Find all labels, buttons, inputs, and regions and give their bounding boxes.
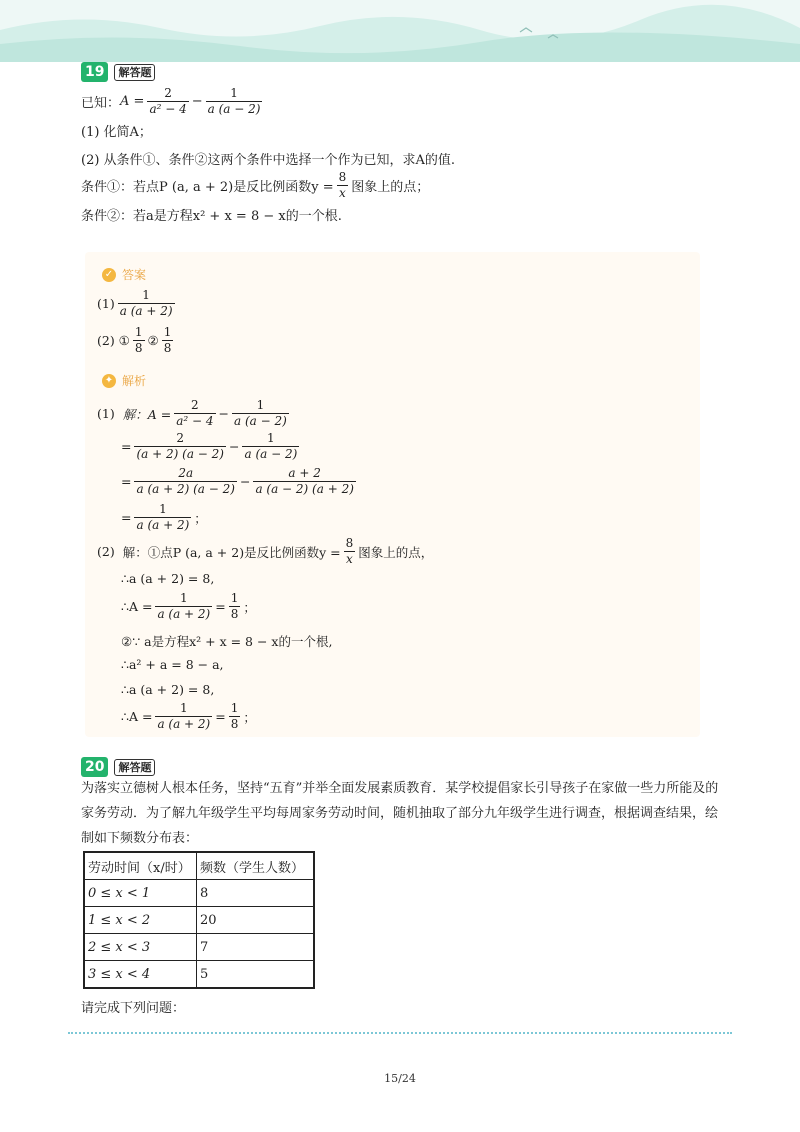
table-header-cell: 频数（学生人数） [197,852,315,880]
fraction: $\frac{1}{a (a - 2)}$ [207,86,261,116]
table-cell: 8 [197,880,315,907]
table-row [84,880,314,907]
q19-given: 已知： A = $\frac{2}{\text{a² − 4}}$ − $\frac{1}{a (a - 2)}$ [81,86,261,116]
table-cell: 0 ≤ x < 1 [84,880,197,907]
page-number: 15/24 [384,1072,416,1085]
header-banner [0,0,800,62]
q20-prompt: 请完成下列问题： [81,1001,186,1016]
analysis-2-line5: ∴a² + a = 8 − a, [121,657,224,672]
question-type: 解答题 [114,759,155,776]
fraction: $\frac{8}{x}$ [338,170,347,200]
q19-condition2: 条件②：若a是方程x² + x = 8 − x的一个根. [81,209,342,224]
q19-part1: (1) 化简A； [81,125,152,140]
analysis-2-line6: ∴a (a + 2) = 8, [121,682,215,697]
table-row [84,934,314,961]
question-type: 解答题 [114,64,155,81]
analysis-1-line4: = $\frac{1}{a (a + 2)}$ ； [121,502,207,532]
table-cell: 7 [197,934,315,961]
analysis-1-line1: (1) 解：A = $\frac{2}{\text{a² − 4}}$ − $\frac{1}{a (a - 2)}$ [97,398,287,428]
table-cell: 20 [197,907,315,934]
q20-paragraph: 为落实立德树人根本任务，坚持“五育”并举全面发展素质教育．某学校提倡家长引导孩子在家做一些力所能及的家务劳动．为了解九年级学生平均每周家务劳动时间，随机抽取了部分九年级学生进行调查，根据调查结果，绘制如下频数分布表： [81,781,719,846]
answer-2: (2) ① $\frac{1}{8}$ ② $\frac{1}{8}$ [97,325,172,355]
lightbulb-icon: ✦ [102,374,116,388]
check-icon: ✓ [102,268,116,282]
analysis-2-line2: ∴a (a + 2) = 8, [121,571,215,586]
answer-1: (1) $\frac{1}{a (a + 2)}$ [97,288,173,318]
frequency-table [83,851,315,989]
given-lhs: A = [120,94,145,109]
q20-header [81,757,155,777]
table-cell: 1 ≤ x < 2 [84,907,197,934]
table-header-cell: 劳动时间（x/时） [84,852,197,880]
analysis-1-line2: = $\frac{2}{(a + 2) (a - 2)}$ − $\frac{1}{a (a - 2)}$ [121,431,298,461]
table-cell: 2 ≤ x < 3 [84,934,197,961]
table-cell: 5 [197,961,315,989]
table-header-row [84,852,314,880]
given-prefix: 已知： [81,96,121,111]
analysis-label: ✦ 解析 [102,372,146,389]
analysis-2-line1: (2) 解：①点P (a, a + 2)是反比例函数y = $\frac{8}{x}$ 图象上的点， [97,536,434,566]
q19-header [81,62,155,82]
question-number: 19 [81,62,108,82]
analysis-2-line7: ∴A = $\frac{1}{a (a + 2)}$ = $\frac{1}{8}$ ； [121,701,256,731]
q19-condition1: 条件①：若点P (a, a + 2)是反比例函数y = $\frac{8}{x}$ 图象上的点； [81,170,430,200]
table-row [84,907,314,934]
question-number: 20 [81,757,108,777]
answer-label: ✓ 答案 [102,266,146,283]
analysis-1-line3: = $\frac{2a}{a (a + 2) (a - 2)}$ − $\frac{a + 2}{a (a - 2) (a + 2)}$ [121,466,354,496]
table-cell: 3 ≤ x < 4 [84,961,197,989]
q19-part2: (2) 从条件①、条件②这两个条件中选择一个作为已知，求A的值. [81,153,456,168]
fraction: $\frac{2}{\text{a² − 4}}$ [149,86,187,116]
analysis-2-line4: ②∵ a是方程x² + x = 8 − x的一个根, [121,634,333,649]
table-row [84,961,314,989]
dotted-divider [68,1032,732,1034]
analysis-2-line3: ∴A = $\frac{1}{a (a + 2)}$ = $\frac{1}{8}$ ； [121,591,256,621]
